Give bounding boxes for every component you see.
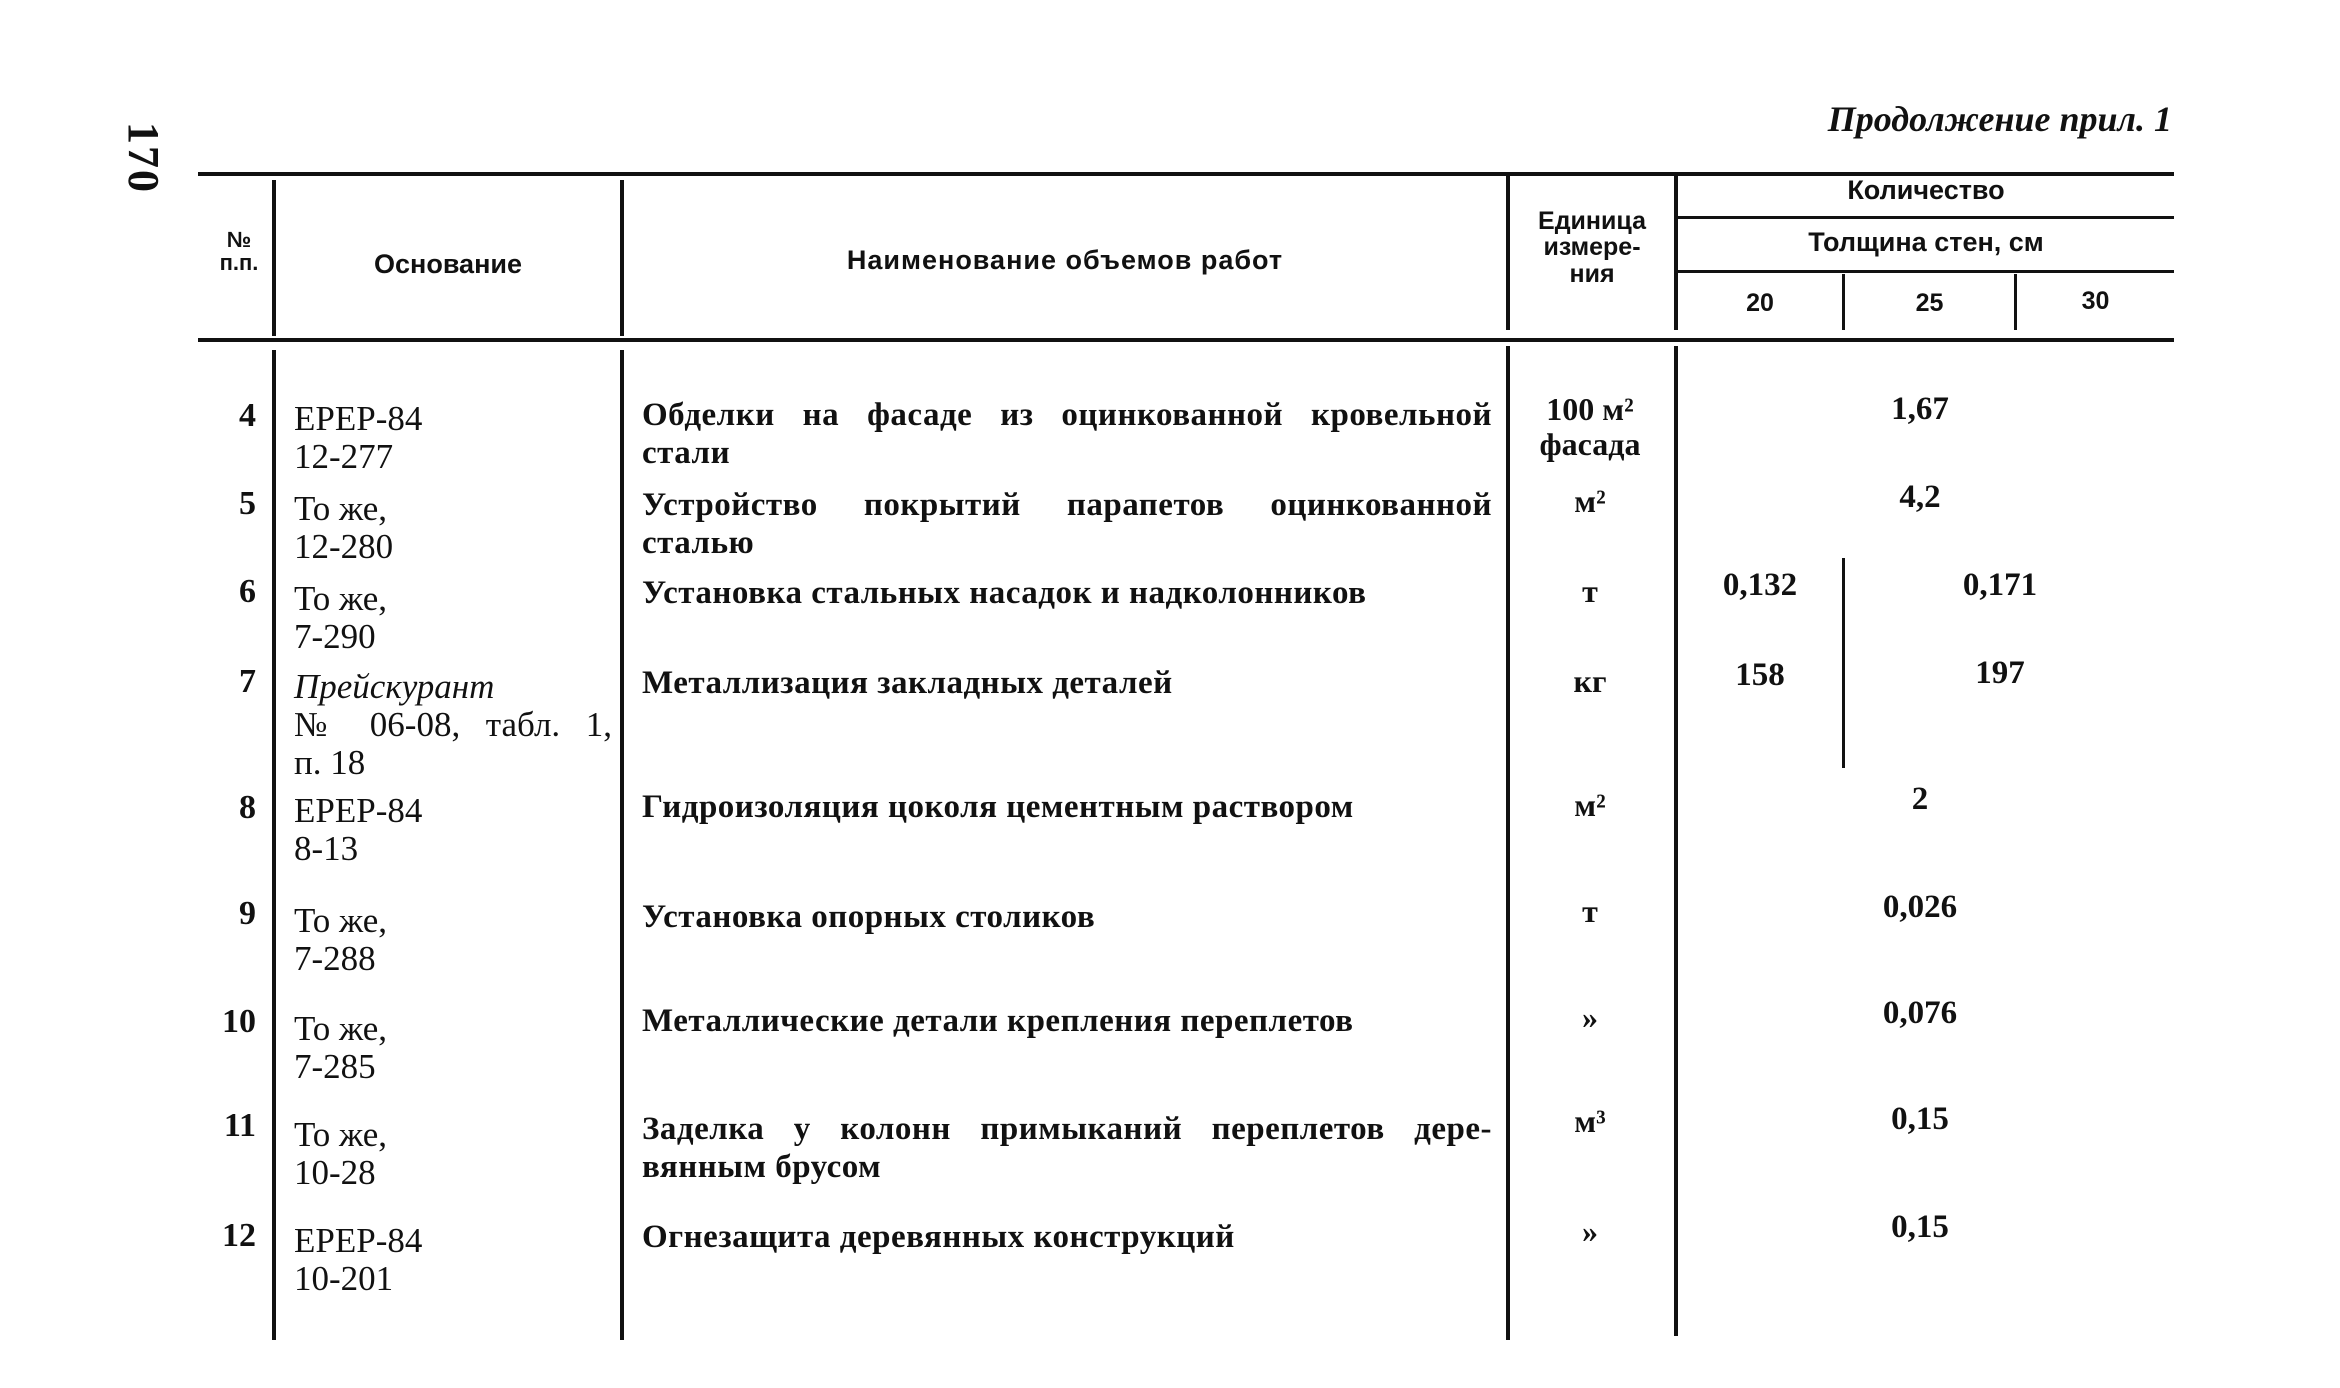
row-qty: 0,026: [1882, 889, 1958, 925]
row-work: Устройство покрытий парапетов оцинкованной: [642, 487, 1492, 523]
row-work-cont: вянным брусом: [642, 1149, 882, 1185]
quantity-rule: [1676, 216, 2174, 219]
row-work: Обделки на фасаде из оцинкованной кровельной: [642, 397, 1492, 433]
header-thickness-25: 25: [1915, 289, 1944, 317]
row-basis: То же, 7-290: [294, 579, 388, 656]
row-qty-25-30: 197: [1975, 655, 2025, 691]
row-unit: м³: [1574, 1103, 1606, 1139]
row-num: 6: [239, 573, 256, 610]
row-basis: То же, 7-285: [294, 1009, 388, 1086]
page-number: 170: [119, 122, 168, 194]
row-qty-20: 0,132: [1722, 567, 1798, 603]
row-work: Металлические детали крепления переплетов: [642, 1003, 1354, 1039]
row-num: 7: [239, 663, 256, 700]
row-work-cont: сталью: [642, 525, 755, 561]
header-unit: Единица измере- ния: [1538, 207, 1646, 288]
row-work-cont: стали: [642, 435, 731, 471]
col-rule-2-body: [620, 350, 624, 1340]
row-qty-20: 158: [1735, 657, 1785, 693]
row-qty: 1,67: [1891, 391, 1949, 427]
header-num: № п.п.: [219, 227, 259, 276]
row-qty: 0,15: [1891, 1101, 1949, 1137]
row-work: Гидроизоляция цоколя цементным раствором: [642, 789, 1354, 825]
row-num: 9: [239, 895, 256, 932]
row-work: Установка стальных насадок и надколонников: [642, 575, 1367, 611]
row-qty: 0,076: [1882, 995, 1958, 1031]
row-num: 12: [222, 1217, 256, 1254]
split-rule-rows-6-7: [1842, 558, 1845, 768]
header-thickness-20: 20: [1746, 289, 1774, 317]
row-qty: 2: [1911, 781, 1929, 817]
row-basis: ЕРЕР-84 12-277: [294, 399, 423, 476]
header-thickness-30: 30: [2081, 287, 2110, 315]
row-qty: 0,15: [1891, 1209, 1949, 1245]
continuation-caption: Продолжение прил. 1: [1827, 99, 2172, 139]
row-basis: То же, 7-288: [294, 901, 388, 978]
row-unit: т: [1582, 893, 1598, 929]
row-basis: ЕРЕР-84 8-13: [294, 791, 423, 868]
row-work: Металлизация закладных деталей: [642, 665, 1173, 701]
row-qty: 4,2: [1899, 479, 1941, 515]
row-unit: м²: [1574, 483, 1606, 519]
row-work: Установка опорных столиков: [642, 899, 1096, 935]
row-unit: »: [1582, 999, 1598, 1035]
row-basis: То же, 12-280: [294, 489, 394, 566]
row-num: 10: [222, 1003, 256, 1040]
thickness-rule: [1676, 270, 2174, 273]
header-quantity: Количество: [1847, 175, 2005, 205]
row-work: Заделка у колонн примыканий переплетов дере-: [642, 1111, 1492, 1147]
header-bottom-rule: [198, 338, 2174, 342]
row-qty-25-30: 0,171: [1962, 567, 2038, 603]
row-unit: »: [1582, 1213, 1598, 1249]
row-basis: То же, 10-28: [294, 1115, 388, 1192]
row-num: 4: [239, 397, 256, 434]
col-rule-4-body: [1674, 346, 1678, 1336]
row-unit: м²: [1574, 787, 1606, 823]
row-num: 5: [239, 485, 256, 522]
row-work: Огнезащита деревянных конструкций: [642, 1219, 1235, 1255]
row-num: 11: [223, 1107, 256, 1144]
row-num: 8: [239, 789, 256, 826]
row-basis: ЕРЕР-84 10-201: [294, 1221, 423, 1298]
header-basis: Основание: [374, 249, 522, 279]
row-basis: Прейскурант № 06-08, табл. 1, п. 18: [294, 667, 612, 782]
header-thickness: Толщина стен, см: [1808, 227, 2044, 257]
col-rule-1-body: [272, 350, 276, 1340]
header-work: Наименование объемов работ: [846, 245, 1284, 275]
row-unit: т: [1582, 573, 1598, 609]
row-unit: 100 м² фасада: [1539, 391, 1641, 462]
row-unit: кг: [1573, 663, 1607, 699]
